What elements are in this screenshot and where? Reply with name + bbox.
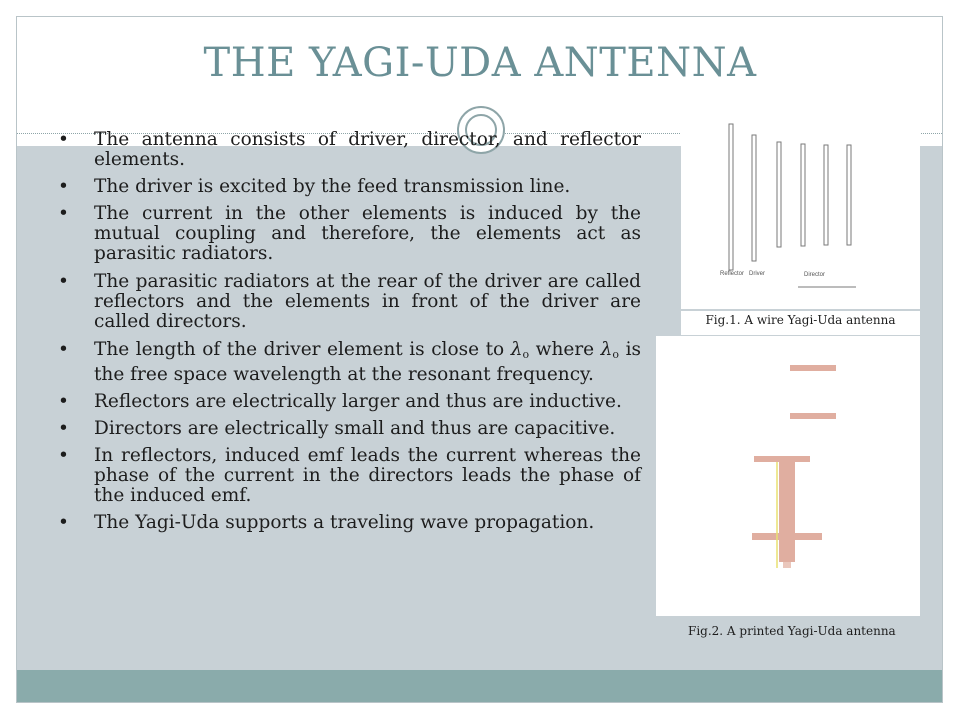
slide-title: THE YAGI-UDA ANTENNA	[203, 40, 757, 86]
lambda-symbol: λ	[510, 339, 523, 360]
wire-yagi-drawing	[681, 112, 920, 309]
bullet-item	[56, 340, 641, 385]
bullet-item: • Directors are electrically small and thus are capacitive.	[56, 419, 641, 439]
director-element	[847, 145, 851, 245]
fig1-caption: Fig.1. A wire Yagi-Uda antenna	[681, 311, 920, 335]
driver-element	[752, 135, 756, 261]
printed-director-element	[790, 365, 836, 371]
lambda-subscript: o	[612, 348, 620, 361]
printed-yagi-figure	[656, 336, 920, 616]
bullet-item: • The driver is excited by the feed transmission line.	[56, 177, 641, 197]
bullet-text: is the free space wavelength at the resonant frequency.	[94, 339, 641, 385]
bullet-item: • The parasitic radiators at the rear of the driver are called reflectors and the elements in front of the driver are called directors.	[56, 272, 641, 332]
bullet-item: • Reflectors are electrically larger and thus are inductive.	[56, 392, 641, 412]
lambda-subscript: o	[522, 348, 530, 361]
printed-director-element	[790, 413, 836, 419]
fig2-caption: Fig.2. A printed Yagi-Uda antenna	[688, 624, 896, 638]
bullet-list	[56, 130, 641, 540]
director-element	[801, 144, 805, 246]
printed-feed-port	[783, 562, 791, 568]
wire-yagi-figure	[681, 112, 920, 309]
reflector-label: Reflector	[720, 271, 745, 277]
printed-reflector-element	[752, 533, 822, 540]
printed-yagi-drawing	[656, 336, 920, 616]
director-label: Director	[804, 272, 826, 278]
bullet-item: • In reflectors, induced emf leads the current whereas the phase of the current in the directors leads the phase of the induced emf.	[56, 446, 641, 506]
bullet-text: where	[529, 339, 601, 360]
reflector-element	[729, 124, 733, 270]
director-element	[777, 142, 781, 247]
driver-label: Driver	[749, 271, 765, 277]
director-element	[824, 145, 828, 245]
printed-driver-arm	[754, 456, 810, 462]
bullet-item: • The antenna consists of driver, director, and reflector elements.	[56, 130, 641, 170]
printed-feed-strip	[779, 462, 795, 562]
bullet-item: • The current in the other elements is induced by the mutual coupling and therefore, the elements act as parasitic radiators.	[56, 204, 641, 264]
bullet-text: The length of the driver element is close to	[94, 339, 511, 360]
lambda-symbol: λ	[600, 339, 613, 360]
bullet-item: • The Yagi-Uda supports a traveling wave propagation.	[56, 513, 641, 533]
bottom-bar	[17, 670, 942, 702]
